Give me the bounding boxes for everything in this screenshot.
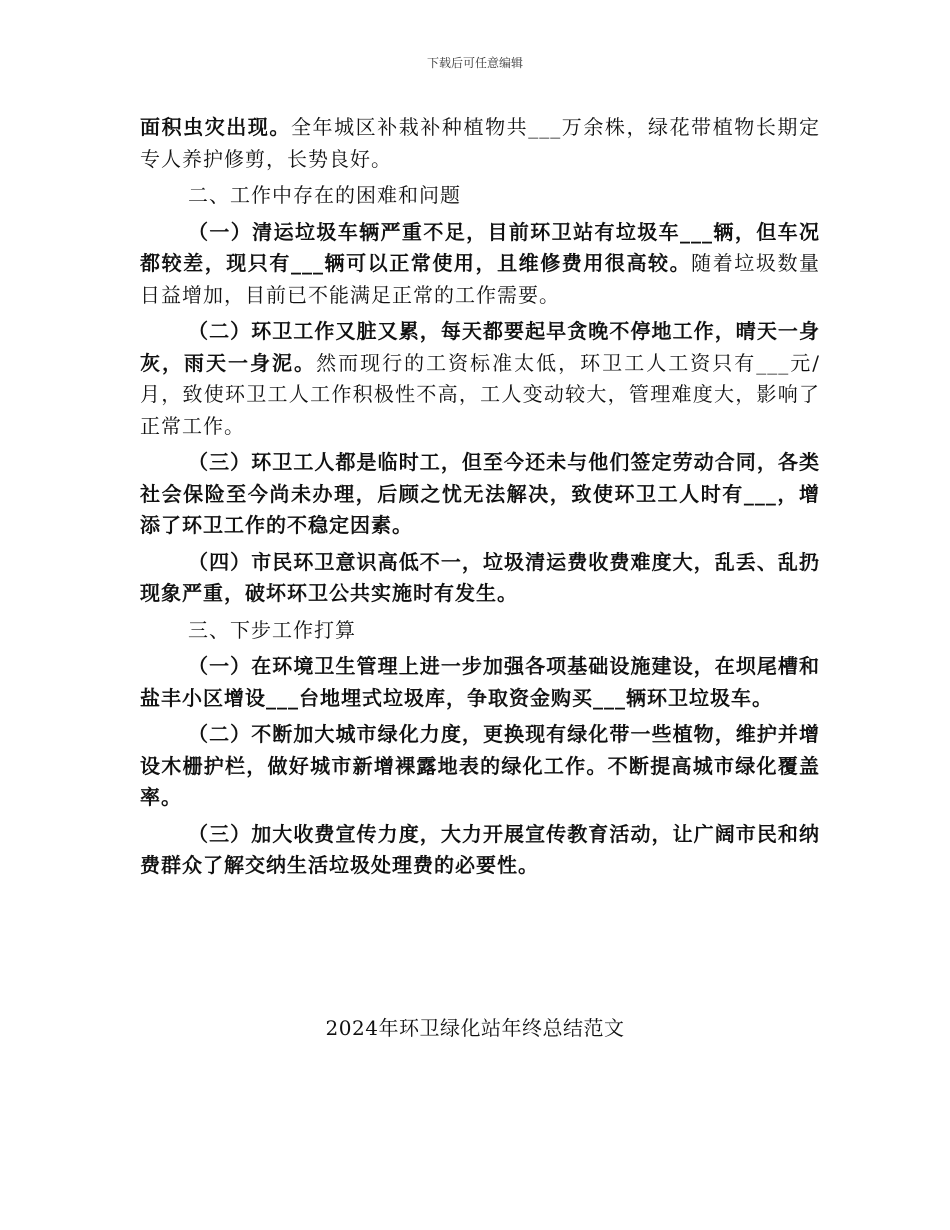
paragraph-problem-1-bold: （一）清运垃圾车辆严重不足，目前环卫站有垃圾车___辆，但车况都较差，现只有___辆可以正常使用，且维修费用很高较。	[140, 219, 820, 275]
paragraph-plan-2-bold: （二）不断加大城市绿化力度，更换现有绿化带一些植物，维护并增设木栅护栏，做好城市新增裸露地表的绿化工作。不断提高城市绿化覆盖率。	[140, 722, 820, 809]
paragraph-plan-1	[140, 651, 820, 714]
paragraph-1	[140, 112, 820, 175]
paragraph-plan-3	[140, 819, 820, 882]
paragraph-problem-1-text: 随着垃圾数量日益增加，目前已不能满足正常的工作需要。	[140, 251, 821, 307]
section-heading-plans	[140, 615, 820, 647]
paragraph-problem-3-bold: （三）环卫工人都是临时工，但至今还未与他们签定劳动合同，各类社会保险至今尚未办理，后顾之忧无法解决，致使环卫工人时有___，增添了环卫工作的不稳定因素。	[140, 450, 820, 537]
section-heading-plans-text: 三、下步工作打算	[188, 617, 356, 642]
paragraph-problem-2	[140, 316, 820, 442]
paragraph-plan-3-bold: （三）加大收费宣传力度，大力开展宣传教育活动，让广阔市民和纳费群众了解交纳生活垃圾处理费的必要性。	[140, 821, 820, 877]
document-body	[140, 112, 820, 887]
paragraph-plan-1-bold: （一）在环境卫生管理上进一步加强各项基础设施建设，在坝尾槽和盐丰小区增设___台地埋式垃圾库，争取资金购买___辆环卫垃圾车。	[140, 654, 820, 710]
paragraph-1-text: 全年城区补栽补种植物共___万余株，绿花带植物长期定专人养护修剪，长势良好。	[140, 115, 821, 171]
paragraph-problem-2-bold: （二）环卫工作又脏又累，每天都要起早贪晚不停地工作，晴天一身灰，雨天一身泥。	[140, 319, 820, 375]
paragraph-problem-2-text: 然而现行的工资标准太低，环卫工人工资只有___元/月，致使环卫工人工作积极性不高，工人变动较大，管理难度大，影响了正常工作。	[140, 350, 820, 438]
next-document-title: 2024年环卫绿化站年终总结范文	[325, 1016, 625, 1040]
paragraph-1-bold: 面积虫灾出现。	[140, 115, 291, 139]
paragraph-plan-2	[140, 719, 820, 814]
section-heading-problems-text: 二、工作中存在的困难和问题	[188, 183, 461, 207]
paragraph-problem-4-bold: （四）市民环卫意识高低不一，垃圾清运费收费难度大，乱丢、乱扔现象严重，破坏环卫公共实施时有发生。	[140, 549, 820, 605]
section-heading-problems	[140, 180, 820, 212]
paragraph-problem-4	[140, 547, 820, 610]
paragraph-problem-1	[140, 217, 820, 312]
page-header: 下载后可任意编辑	[426, 56, 523, 70]
paragraph-problem-3	[140, 447, 820, 542]
